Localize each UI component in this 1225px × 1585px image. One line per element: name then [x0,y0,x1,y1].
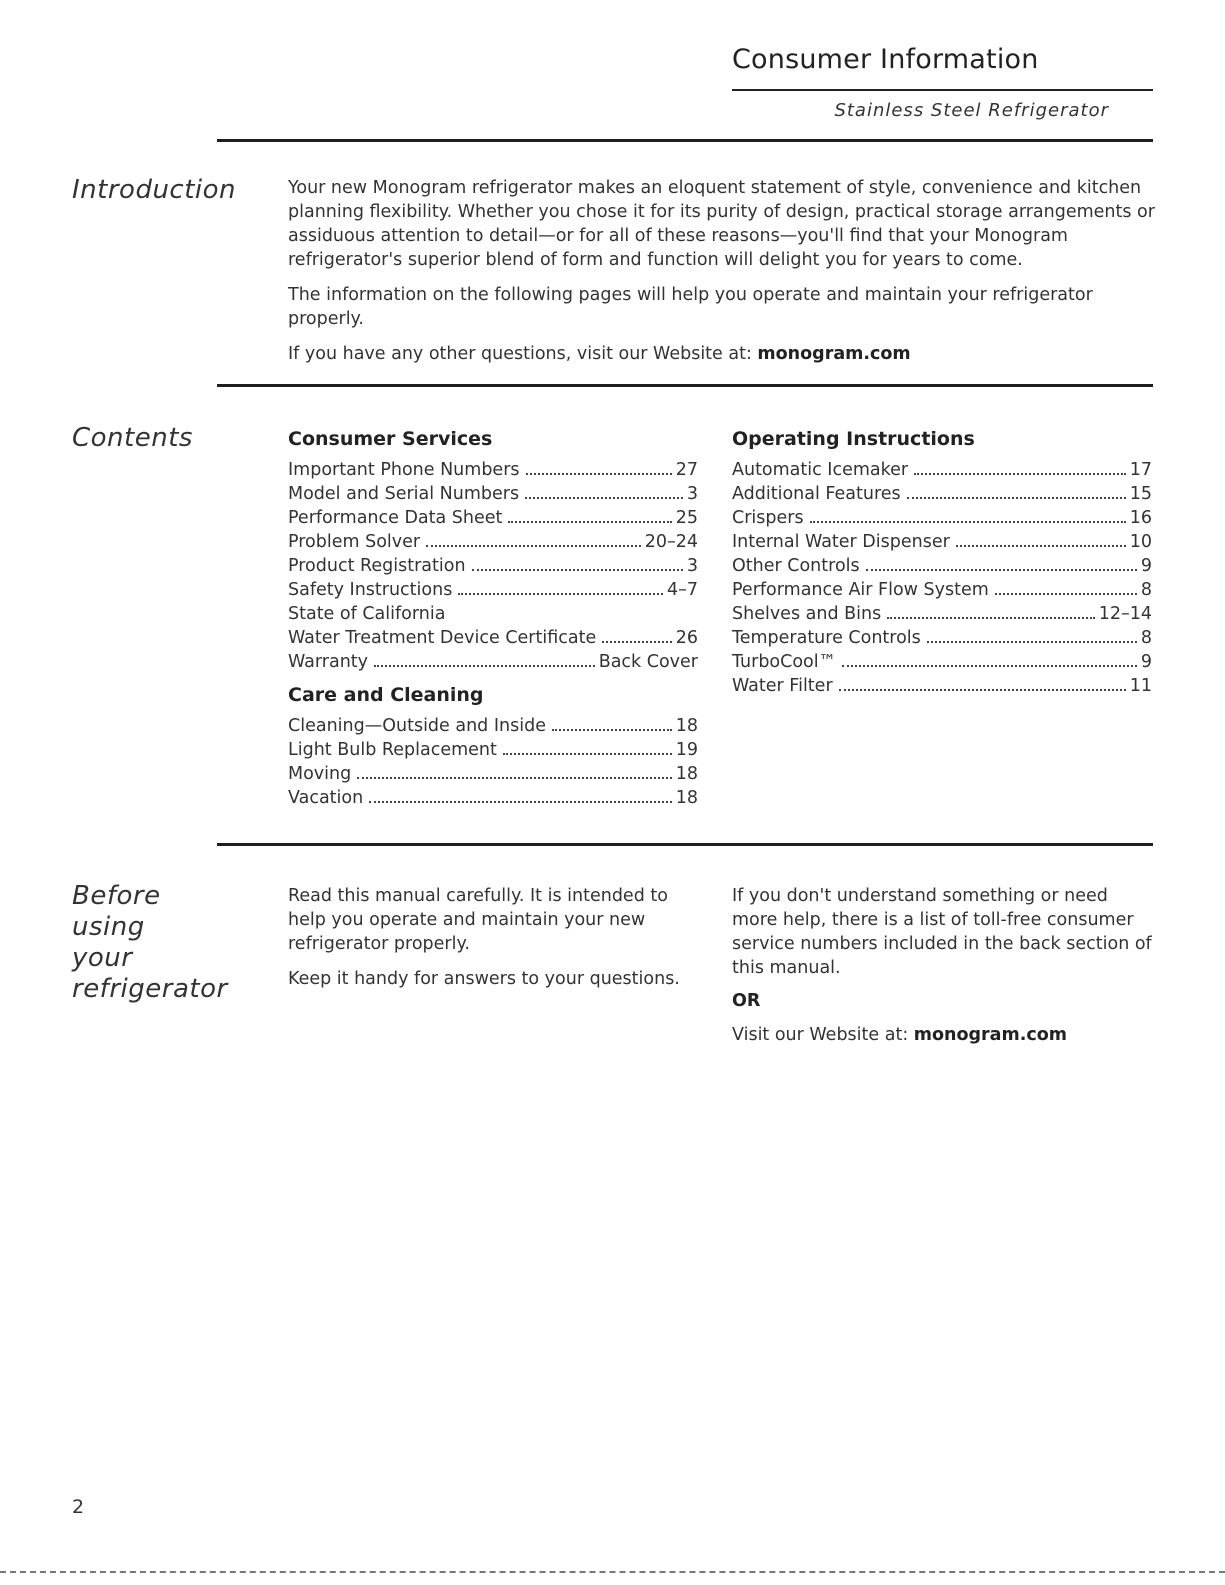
before-using-heading-line-1: Before [72,881,161,911]
toc-item-page: 4–7 [666,580,698,600]
toc-item[interactable] [288,786,698,810]
intro-paragraph-2: The information on the following pages will help you operate and maintain your refrigerator properly. [288,285,1093,329]
toc-item[interactable] [732,578,1152,602]
toc-item-label: Important Phone Numbers [288,460,520,480]
section-divider-top [217,139,1153,142]
toc-item-page: 27 [675,460,698,480]
toc-item-label: Moving [288,764,352,784]
consumer-services-list [288,458,698,674]
page-number: 2 [72,1496,85,1518]
toc-item-page: 20–24 [644,532,698,552]
toc-item-page: 17 [1129,460,1152,480]
toc-leader-dots [839,689,1126,691]
toc-item-label: Product Registration [288,556,466,576]
toc-leader-dots [602,641,672,643]
before-using-paragraph-1: Read this manual carefully. It is intended to help you operate and maintain your new refrigerator properly. [288,886,668,954]
before-using-paragraph-4 [732,1023,1152,1047]
toc-item-page: 3 [686,556,698,576]
toc-item-page: 26 [675,628,698,648]
toc-item[interactable] [288,626,698,650]
toc-item[interactable] [732,650,1152,674]
before-using-website-link[interactable]: monogram.com [913,1025,1068,1045]
toc-leader-dots [526,473,672,475]
toc-item[interactable] [288,530,698,554]
toc-leader-dots [508,521,671,523]
page-header-title: Consumer Information [732,44,1039,75]
toc-item-label: Performance Data Sheet [288,508,503,528]
toc-leader-dots [995,593,1137,595]
before-using-heading-line-2: using [72,912,145,942]
intro-paragraph-1: Your new Monogram refrigerator makes an eloquent statement of style, convenience and kitchen planning flexibility. Whether you chose it for its purity of design, practical storage arrangements or assiduous attention to detail—or for all of these reasons—you'll find that your Monogram refrigerator's superior blend of form and function will delight you for years to come. [288,178,1155,270]
scan-edge-line [0,1571,1225,1573]
toc-item-label: Model and Serial Numbers [288,484,520,504]
toc-item-label: Additional Features [732,484,901,504]
consumer-services-heading: Consumer Services [288,428,493,450]
toc-item-page: 19 [675,740,698,760]
toc-leader-dots [503,753,672,755]
or-label: OR [732,991,761,1011]
toc-item[interactable] [288,578,698,602]
toc-item-label: Warranty [288,652,369,672]
toc-leader-dots [458,593,663,595]
toc-item[interactable] [732,530,1152,554]
toc-item-label: Water Filter [732,676,833,696]
toc-item[interactable] [732,482,1152,506]
toc-item-page: 8 [1140,628,1152,648]
toc-leader-dots [357,777,671,779]
toc-item-label: Automatic Icemaker [732,460,909,480]
toc-item-page: 12–14 [1098,604,1152,624]
toc-item[interactable] [288,506,698,530]
before-using-heading [72,881,228,1005]
toc-item-page: 10 [1129,532,1152,552]
toc-leader-dots [907,497,1126,499]
before-using-right-column [732,884,1152,1058]
contents-heading: Contents [72,423,193,453]
toc-item-label: TurboCool™ [732,652,837,672]
toc-item-page: 25 [675,508,698,528]
toc-leader-dots [842,665,1137,667]
before-using-left-column [288,884,698,1002]
intro-paragraph-3 [288,342,1160,366]
before-using-website-prefix: Visit our Website at: [732,1025,914,1045]
toc-item-page: 18 [675,788,698,808]
toc-item[interactable] [288,554,698,578]
before-using-heading-line-4: refrigerator [72,974,228,1004]
toc-leader-dots [866,569,1137,571]
toc-item[interactable] [288,650,698,674]
toc-item-page: 15 [1129,484,1152,504]
toc-item-page: 9 [1140,652,1152,672]
before-using-paragraph-2: Keep it handy for answers to your questions. [288,969,680,989]
toc-item[interactable] [732,506,1152,530]
toc-leader-dots [374,665,595,667]
toc-item[interactable] [732,602,1152,626]
toc-item-page: 3 [686,484,698,504]
toc-item-page: 8 [1140,580,1152,600]
toc-leader-dots [927,641,1137,643]
toc-item[interactable] [288,458,698,482]
toc-item-label: Light Bulb Replacement [288,740,497,760]
toc-item-label: Performance Air Flow System [732,580,989,600]
toc-item-label: Shelves and Bins [732,604,882,624]
toc-item[interactable] [288,482,698,506]
toc-item[interactable] [732,458,1152,482]
toc-item-page: Back Cover [598,652,698,672]
toc-item-page: 16 [1129,508,1152,528]
toc-item-page: 18 [675,764,698,784]
toc-leader-dots [369,801,672,803]
section-divider-before-using [217,843,1153,846]
contents-right-column [732,426,1152,706]
toc-item-label: Crispers [732,508,804,528]
care-and-cleaning-list [288,714,698,810]
toc-leader-dots [472,569,683,571]
contents-left-column [288,426,698,818]
care-and-cleaning-heading: Care and Cleaning [288,684,484,706]
toc-leader-dots [810,521,1126,523]
toc-item[interactable] [732,626,1152,650]
intro-website-link[interactable]: monogram.com [757,344,911,364]
toc-item[interactable] [288,762,698,786]
toc-item-page: 18 [675,716,698,736]
toc-item-label: State of California [288,604,446,624]
before-using-paragraph-3: If you don't understand something or need more help, there is a list of toll-free consumer service numbers included in the back section of this manual. [732,886,1152,978]
section-divider-contents [217,384,1153,387]
header-divider [732,89,1153,91]
introduction-heading: Introduction [72,175,237,205]
toc-item[interactable] [288,714,698,738]
toc-item[interactable] [288,738,698,762]
toc-item[interactable] [288,602,698,626]
toc-leader-dots [552,729,672,731]
toc-leader-dots [914,473,1126,475]
toc-item-label: Vacation [288,788,364,808]
operating-instructions-heading: Operating Instructions [732,428,975,450]
page-header-subtitle: Stainless Steel Refrigerator [834,100,1109,121]
toc-item-label: Temperature Controls [732,628,921,648]
toc-leader-dots [426,545,641,547]
toc-item-label: Other Controls [732,556,860,576]
toc-item[interactable] [732,554,1152,578]
toc-leader-dots [525,497,683,499]
intro-website-prefix: If you have any other questions, visit our Website at: [288,344,758,364]
toc-item-page: 11 [1129,676,1152,696]
toc-item-label: Internal Water Dispenser [732,532,950,552]
before-using-heading-line-3: your [72,943,133,973]
operating-instructions-list [732,458,1152,698]
toc-item-page: 9 [1140,556,1152,576]
toc-leader-dots [887,617,1095,619]
toc-item-label: Water Treatment Device Certificate [288,628,597,648]
toc-leader-dots [956,545,1126,547]
introduction-body [288,176,1160,377]
toc-item-label: Problem Solver [288,532,421,552]
toc-item-label: Safety Instructions [288,580,453,600]
toc-item-label: Cleaning—Outside and Inside [288,716,546,736]
toc-item[interactable] [732,674,1152,698]
